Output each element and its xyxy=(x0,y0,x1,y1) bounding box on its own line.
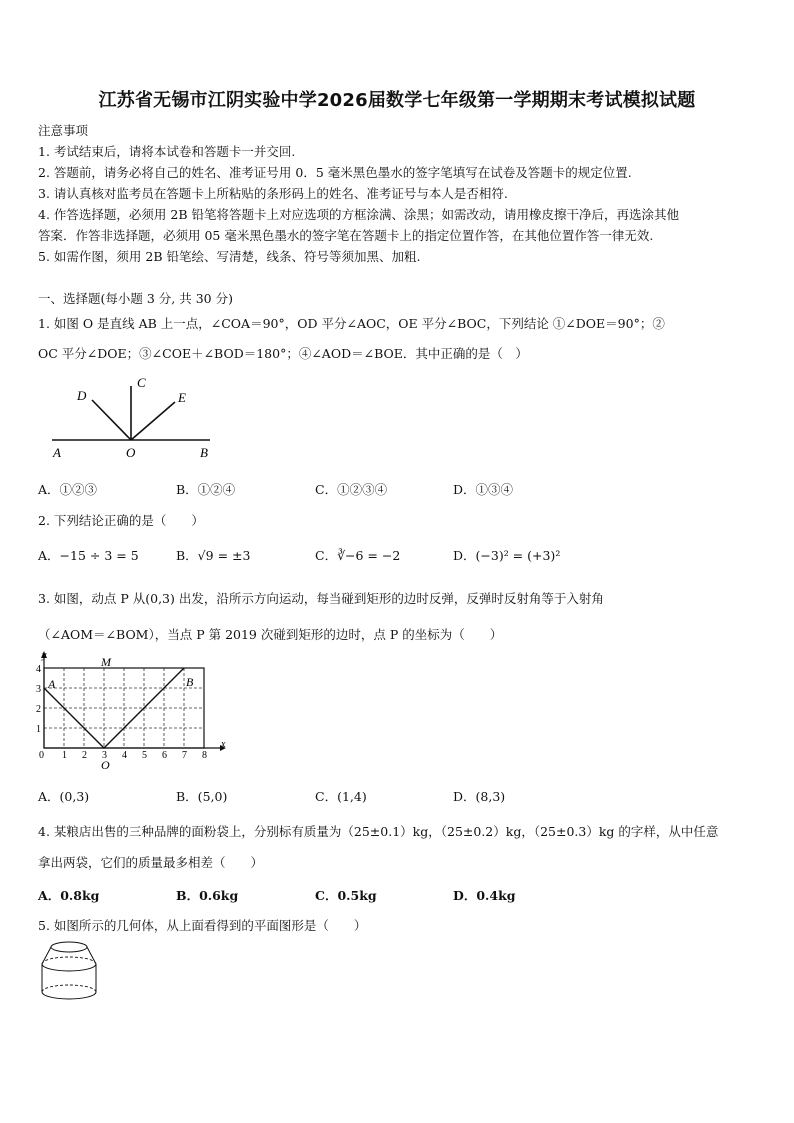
svg-text:6: 6 xyxy=(162,750,167,761)
q1-option-a[interactable]: A．①②③ xyxy=(38,482,98,497)
ray-od xyxy=(92,400,131,440)
q2-option-d[interactable]: D．(−3)² = (+3)² xyxy=(453,548,561,563)
svg-text:3: 3 xyxy=(36,684,41,695)
q3-stem-line1: 3. 如图，动点 P 从(0,3) 出发，沿所示方向运动，每当碰到矩形的边时反弹，反弹时反射角等于入射角 xyxy=(38,591,604,606)
q4-stem-line1: 4. 某粮店出售的三种品牌的面粉袋上，分别标有质量为（25±0.1）kg，（25±0.2）kg，（25±0.3）kg 的字样，从中任意 xyxy=(38,824,719,839)
q1-option-c[interactable]: C．①②③④ xyxy=(315,482,388,497)
svg-text:0: 0 xyxy=(39,750,44,761)
q1-option-b[interactable]: B．①②④ xyxy=(176,482,236,497)
q2-stem: 2. 下列结论正确的是（ ） xyxy=(38,513,204,528)
q4-option-b[interactable]: B．0.6kg xyxy=(176,888,239,903)
q3-option-d[interactable]: D．(8,3) xyxy=(453,789,506,804)
q3-option-a[interactable]: A．(0,3) xyxy=(38,789,90,804)
notice-item: 答案．作答非选择题，必须用 05 毫米黑色墨水的签字笔在答题卡上的指定位置作答，在其他位置作答一律无效. xyxy=(38,228,654,243)
q2-option-b[interactable]: B．√9 = ±3 xyxy=(176,548,251,563)
svg-text:4: 4 xyxy=(122,750,127,761)
label-a: A xyxy=(48,677,56,691)
q3-option-c[interactable]: C．(1,4) xyxy=(315,789,367,804)
label-a: A xyxy=(53,445,61,460)
q4-option-c[interactable]: C．0.5kg xyxy=(315,888,377,903)
q3-option-b[interactable]: B．(5,0) xyxy=(176,789,228,804)
svg-text:4: 4 xyxy=(36,664,41,675)
axis-y-label: y xyxy=(42,650,47,661)
notice-item: 5. 如需作图，须用 2B 铅笔绘、写清楚，线条、符号等须加黑、加粗. xyxy=(38,249,421,264)
svg-text:7: 7 xyxy=(182,750,187,761)
svg-text:2: 2 xyxy=(82,750,87,761)
q4-option-a[interactable]: A．0.8kg xyxy=(38,888,100,903)
page-title: 江苏省无锡市江阴实验中学2026届数学七年级第一学期期末考试模拟试题 xyxy=(98,90,696,111)
label-o: O xyxy=(101,758,110,772)
label-e: E xyxy=(178,390,186,405)
label-c: C xyxy=(137,375,146,390)
q1-stem-line2: OC 平分∠DOE；③∠COE＋∠BOD＝180°；④∠AOD＝∠BOE．其中正确的是（ ） xyxy=(38,346,528,361)
q3-grid-figure xyxy=(34,648,230,772)
notice-item: 2. 答题前，请务必将自己的姓名、准考证号用 0．5 毫米黑色墨水的签字笔填写在试卷及答题卡的规定位置. xyxy=(38,165,632,180)
notice-item: 1. 考试结束后，请将本试卷和答题卡一并交回. xyxy=(38,144,296,159)
svg-text:3: 3 xyxy=(102,750,107,761)
notice-item: 3. 请认真核对监考员在答题卡上所粘贴的条形码上的姓名、准考证号与本人是否相符. xyxy=(38,186,508,201)
notice-heading: 注意事项 xyxy=(38,123,89,138)
notice-item: 4. 作答选择题，必须用 2B 铅笔将答题卡上对应选项的方框涂满、涂黑；如需改动，请用橡皮擦干净后，再选涂其他 xyxy=(38,207,679,222)
label-m: M xyxy=(101,655,111,669)
svg-text:2: 2 xyxy=(36,704,41,715)
label-b: B xyxy=(186,675,194,689)
label-b: B xyxy=(200,445,208,460)
q4-option-d[interactable]: D．0.4kg xyxy=(453,888,516,903)
q2-option-c[interactable]: C．∛−6 = −2 xyxy=(315,548,401,563)
q1-stem-line1: 1. 如图 O 是直线 AB 上一点，∠COA＝90°，OD 平分∠AOC，OE 平分∠BOC，下列结论 ①∠DOE＝90°；② xyxy=(38,316,665,331)
svg-text:1: 1 xyxy=(62,750,67,761)
q4-stem-line2: 拿出两袋，它们的质量最多相差（ ） xyxy=(38,855,264,870)
label-d: D xyxy=(77,388,87,403)
q2-option-a[interactable]: A．−15 ÷ 3 = 5 xyxy=(38,548,139,563)
svg-text:8: 8 xyxy=(202,750,207,761)
section-heading: 一、选择题(每小题 3 分, 共 30 分) xyxy=(38,291,233,306)
ray-oe xyxy=(131,402,175,440)
q1-angle-figure xyxy=(40,372,220,464)
q3-stem-line2: （∠AOM＝∠BOM），当点 P 第 2019 次碰到矩形的边时，点 P 的坐标为（ ） xyxy=(38,627,503,642)
q5-stem: 5. 如图所示的几何体，从上面看得到的平面图形是（ ） xyxy=(38,918,367,933)
q5-solid-figure xyxy=(36,938,102,1002)
axis-x-label: x xyxy=(221,739,226,750)
svg-text:1: 1 xyxy=(36,724,41,735)
svg-text:5: 5 xyxy=(142,750,147,761)
q1-option-d[interactable]: D．①③④ xyxy=(453,482,514,497)
label-o: O xyxy=(126,445,136,460)
